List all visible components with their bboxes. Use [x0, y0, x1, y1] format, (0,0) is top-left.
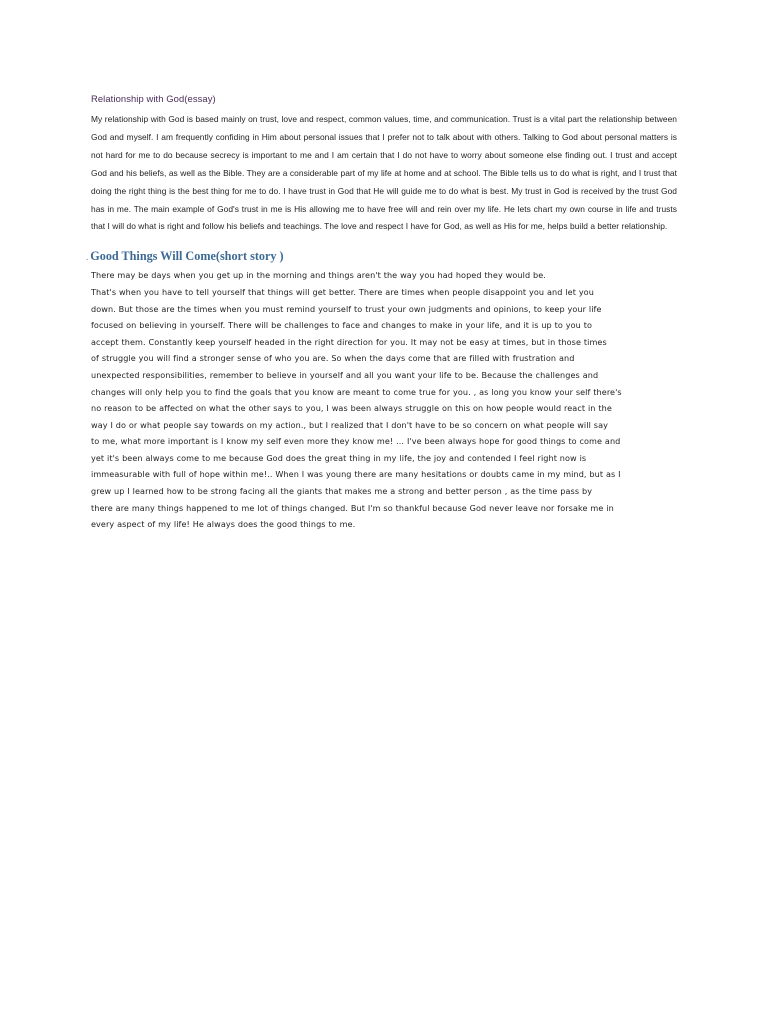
story-line: focused on believing in yourself. There will be challenges to face and changes to make in your life, and it is up to you to — [91, 320, 593, 331]
story-line: changes will only help you to find the goals that you know are meant to come true for you. , as long you know your self there's — [91, 386, 622, 397]
document-page — [86, 92, 677, 533]
essay-body: My relationship with God is based mainly on trust, love and respect, common values, time, and communication. Trust is a vital part the relationship between God and myself. I am frequently confiding in Him about personal issues that I prefer not to talk about with others. Talking to God about personal matters is not hard for me to do because secrecy is important to me and I am certain that I do not have to worry about someone else finding out. I trust and accept God and his beliefs, as well as the Bible. They are a considerable part of my life at home and at school. The Bible tells us to do what is right, and I trust that doing the right thing is the best thing for me to do. I have trust in God that He will guide me to do what is best. My trust in God is received by the trust God has in me. The main example of God's trust in me is His allowing me to have free will and rein over my life. He lets chart my own course in life and trusts that I will do what is right and follow his beliefs and teachings. The love and respect I have for God, as well as His for me, helps build a better relationship. — [91, 114, 677, 232]
story-line: every aspect of my life! He always does the good things to me. — [91, 519, 356, 530]
story-line: no reason to be affected on what the other says to you, I was been always struggle on this on how people would react in the — [91, 403, 612, 414]
story-line: yet it's been always come to me because God does the great thing in my life, the joy and contended I feel right now is — [91, 452, 587, 463]
story-heading-prefix: . — [86, 252, 89, 263]
story-line: grew up I learned how to be strong facing all the giants that makes me a strong and better person , as the time pass by — [91, 486, 593, 497]
story-line: to me, what more important is I know my self even more they know me! ... I've been always hope for good things to come and — [91, 436, 621, 447]
essay-heading: Relationship with God(essay) — [91, 93, 216, 104]
story-line: That's when you have to tell yourself that things will get better. There are times when people disappoint you and let you — [91, 286, 594, 297]
story-line: unexpected responsibilities, remember to believe in yourself and all you want your life to be. Because the challenges and — [91, 369, 599, 380]
story-heading-text: Good Things Will Come(short story ) — [90, 249, 284, 264]
story-line: of struggle you will find a stronger sense of who you are. So when the days come that are filled with frustration and — [91, 353, 575, 364]
story-line: way I do or what people say towards on my action., but I realized that I don't have to be so concern on what people will say — [91, 419, 608, 430]
story-line: immeasurable with full of hope within me!.. When I was young there are many hesitations or doubts came in my mind, but as I — [91, 469, 621, 480]
story-line: There may be days when you get up in the morning and things aren't the way you had hoped they would be. — [91, 270, 546, 281]
story-body — [91, 267, 677, 533]
story-line: there are many things happened to me lot of things changed. But I'm so thankful because God never leave nor forsake me in — [91, 502, 614, 513]
story-line: accept them. Constantly keep yourself headed in the right direction for you. It may not be easy at times, but in those times — [91, 336, 607, 347]
story-heading — [86, 248, 677, 265]
story-line: down. But those are the times when you must remind yourself to trust your own judgments and opinions, to keep your life — [91, 303, 602, 314]
